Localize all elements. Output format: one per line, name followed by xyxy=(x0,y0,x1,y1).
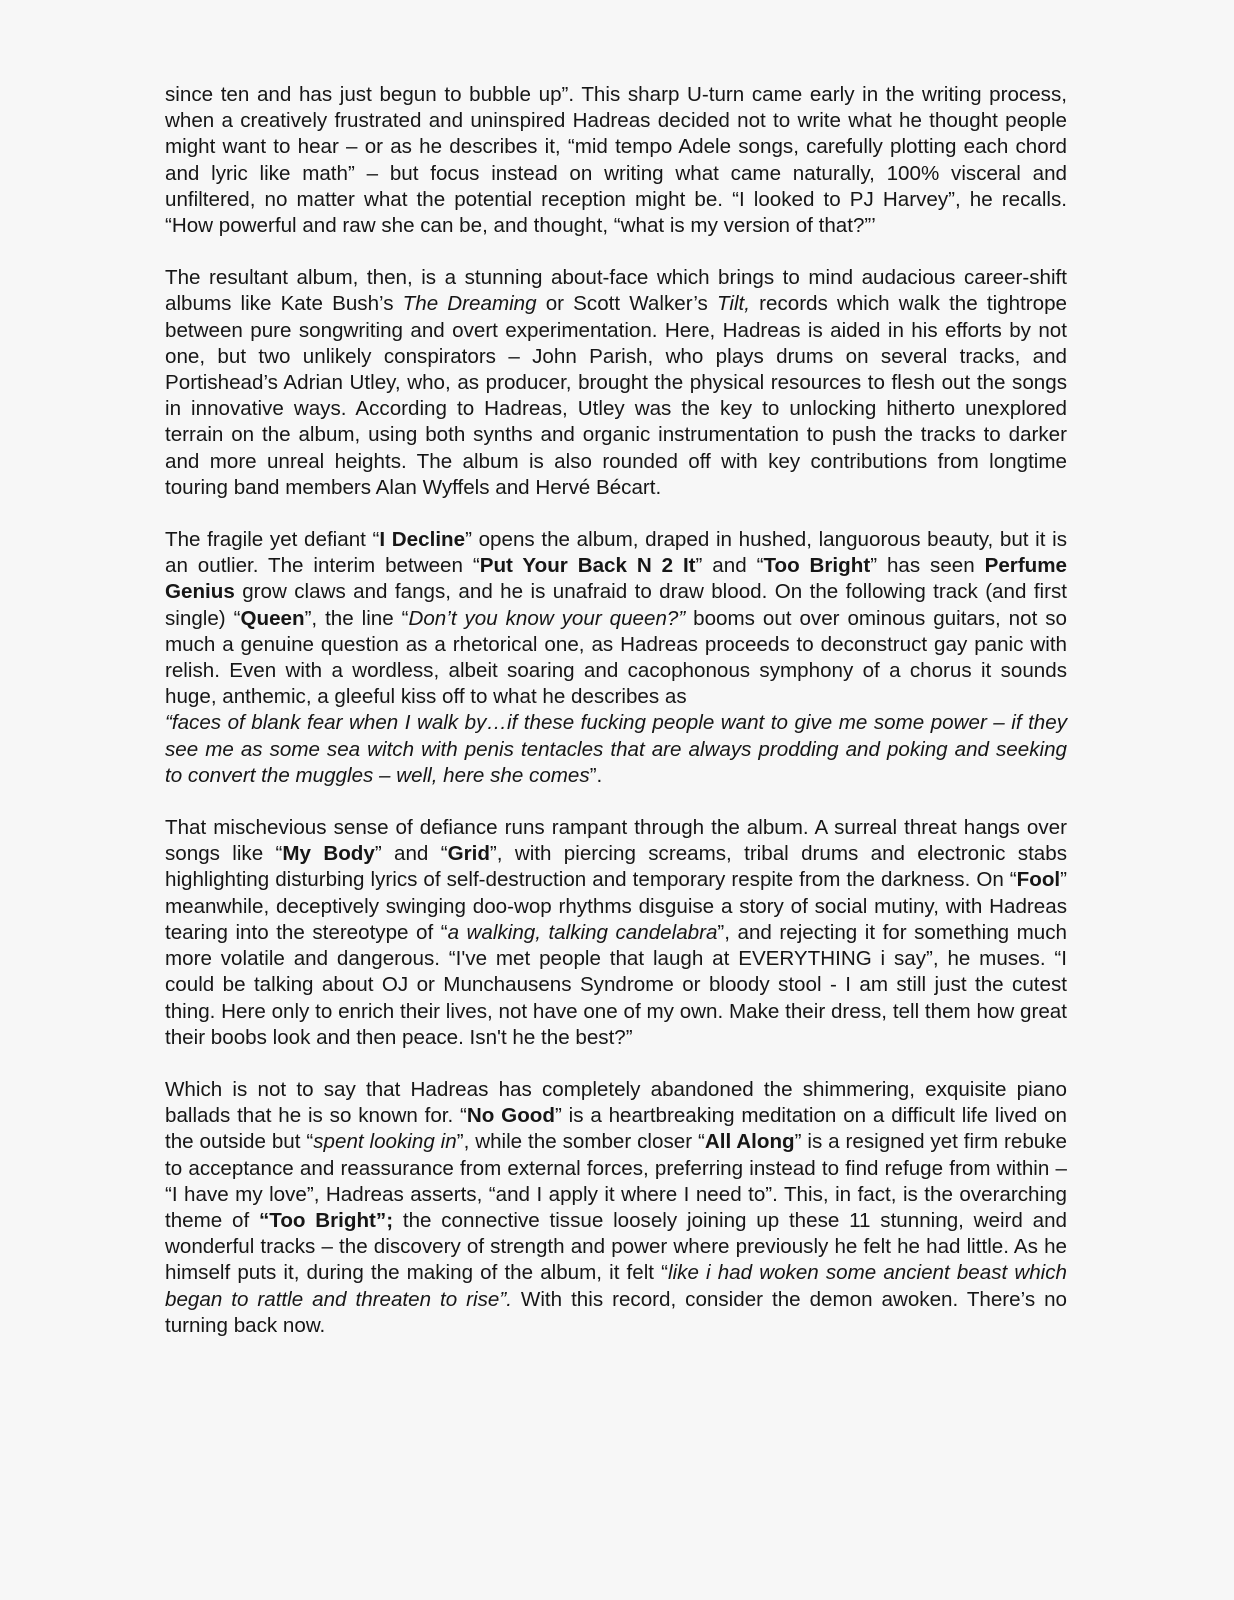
text-run: or Scott Walker’s xyxy=(536,292,717,316)
text-run: booms out over ominous guitars, not so much a genuine question as a rhetorical one, as Hadreas proceeds to deconstruct gay panic with relish. Even with a wordless, albeit soaring and cacophonous symphony of a chorus it sounds huge, anthemic, a gleeful kiss off to what he describes as xyxy=(165,606,1067,709)
text-run: ” and “ xyxy=(374,842,448,866)
text-run: ”. xyxy=(589,763,603,787)
text-run: ” has seen xyxy=(870,554,985,578)
text-run: ” meanwhile, deceptively swinging doo-wop rhythms disguise a story of social mutiny, with Hadreas tearing into the stereotype of “ xyxy=(165,868,1067,944)
bold-text: All Along xyxy=(704,1130,795,1154)
text-run: ”, the line “ xyxy=(304,606,409,630)
italic-text: Tilt, xyxy=(716,292,750,316)
bold-text: Queen xyxy=(240,606,305,630)
text-run: ”, while the somber closer “ xyxy=(456,1130,705,1154)
paragraph xyxy=(165,527,1067,789)
text-run: since ten and has just begun to bubble up”. This sharp U-turn came early in the writing process, when a creatively frustrated and uninspired Hadreas decided not to write what he thought people might want to hear – or as he describes it, “mid tempo Adele songs, carefully plotting each chord and lyric like math” – but focus instead on writing what came naturally, 100% visceral and unfiltered, no matter what the potential reception might be. “I looked to PJ Harvey”, he recalls. “How powerful and raw she can be, and thought, “what is my version of that?”’ xyxy=(165,83,1067,238)
text-run: ”, and rejecting it for something much more volatile and dangerous. “I've met people that laugh at EVERYTHING i say”, he muses. “I could be talking about OJ or Munchausens Syndrome or bloody stool - I am still just the cutest thing. Here only to enrich their lives, not have one of my own. Make their dress, tell them how great their boobs look and then peace. Isn't he the best?” xyxy=(165,920,1068,1049)
text-run: ”, with piercing screams, tribal drums and electronic stabs highlighting disturbing lyrics of self-destruction and temporary respite from the darkness. On “ xyxy=(165,842,1068,892)
bold-text: I Decline xyxy=(379,528,466,552)
bold-text: Grid xyxy=(447,842,490,866)
bold-text: Too Bright xyxy=(763,554,871,578)
text-run: That mischevious sense of defiance runs rampant through the album. A surreal threat hangs over songs like “ xyxy=(165,816,1067,866)
text-run: grow claws and fangs, and he is unafraid to draw blood. On the following track (and first single) “ xyxy=(165,580,1067,630)
bold-text: “Too Bright”; xyxy=(258,1208,394,1232)
text-run: The fragile yet defiant “ xyxy=(165,528,380,552)
paragraph xyxy=(165,815,1067,1051)
paragraph xyxy=(165,265,1067,501)
paragraph xyxy=(165,82,1067,239)
italic-text: spent looking in xyxy=(313,1130,457,1154)
italic-text: “faces of blank fear when I walk by…if these fucking people want to give me some power – if they see me as some sea witch with penis tentacles that are always prodding and poking and seeking to convert the muggles – well, here she comes xyxy=(165,711,1067,787)
text-run: ” is a resigned yet firm rebuke to acceptance and reassurance from external forces, preferring instead to find refuge from within – “I have my love”, Hadreas asserts, “and I apply it where I need to”. This, in fact, is the overarching theme of xyxy=(165,1130,1067,1232)
italic-text: The Dreaming xyxy=(402,292,537,316)
text-run: ” and “ xyxy=(695,554,764,578)
text-run: The resultant album, then, is a stunning about-face which brings to mind audacious career-shift albums like Kate Bush’s xyxy=(165,266,1067,316)
text-run: With this record, consider the demon awoken. There’s no turning back now. xyxy=(165,1287,1068,1337)
bold-text: Put Your Back N 2 It xyxy=(479,554,696,578)
bold-text: My Body xyxy=(282,842,375,866)
text-run: ” is a heartbreaking meditation on a difficult life lived on the outside but “ xyxy=(165,1104,1067,1154)
text-run: records which walk the tightrope between pure songwriting and overt experimentation. Here, Hadreas is aided in his efforts by not one, but two unlikely conspirators – John Parish, who plays drums on several tracks, and Portishead’s Adrian Utley, who, as producer, brought the physical resources to flesh out the songs in innovative ways. According to Hadreas, Utley was the key to unlocking hitherto unexplored terrain on the album, using both synths and organic instrumentation to push the tracks to darker and more unreal heights. The album is also rounded off with key contributions from longtime touring band members Alan Wyffels and Hervé Bécart. xyxy=(165,292,1067,499)
italic-text: Don’t you know your queen?” xyxy=(408,606,686,630)
text-run: the connective tissue loosely joining up these 11 stunning, weird and wonderful tracks – the discovery of strength and power where previously he felt he had little. As he himself puts it, during the making of the album, it felt “ xyxy=(165,1208,1068,1285)
text-run: Which is not to say that Hadreas has completely abandoned the shimmering, exquisite piano ballads that he is so known for. “ xyxy=(165,1077,1067,1128)
italic-text: a walking, talking candelabra xyxy=(447,920,718,944)
bold-text: Perfume Genius xyxy=(165,554,1068,604)
document-page xyxy=(165,82,1067,1365)
text-run: ” opens the album, draped in hushed, languorous beauty, but it is an outlier. The interim between “ xyxy=(165,528,1068,578)
italic-text: like i had woken some ancient beast which began to rattle and threaten to rise”. xyxy=(165,1261,1067,1311)
bold-text: No Good xyxy=(466,1104,555,1128)
paragraph xyxy=(165,1077,1067,1339)
bold-text: Fool xyxy=(1016,868,1061,892)
